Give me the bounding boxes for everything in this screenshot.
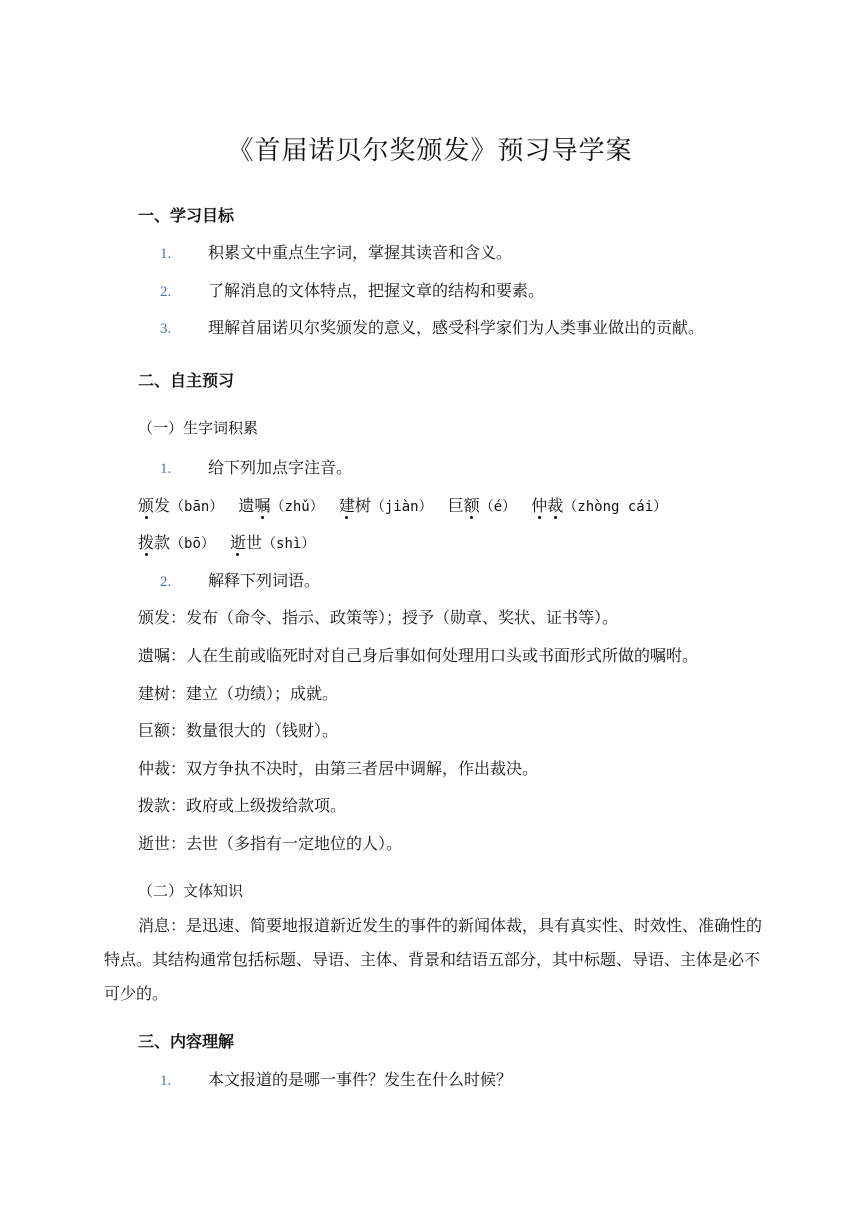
pinyin-item: 巨额（é）	[447, 496, 517, 515]
subsection-heading-genre: （二）文体知识	[138, 882, 244, 900]
list-number: 1.	[160, 246, 172, 262]
list-number: 2.	[160, 574, 172, 590]
goal-text: 积累文中重点生字词，掌握其读音和含义。	[208, 243, 513, 262]
section-heading-goals: 一、学习目标	[138, 206, 235, 225]
goal-text: 理解首届诺贝尔奖颁发的意义，感受科学家们为人类事业做出的贡献。	[208, 318, 705, 337]
question-text: 本文报道的是哪一事件？发生在什么时候？	[208, 1070, 513, 1089]
definition-line: 仲裁：双方争执不决时，由第三者居中调解，作出裁决。	[138, 759, 539, 778]
section-heading-preview: 二、自主预习	[138, 371, 235, 390]
comprehension-item-1	[160, 1067, 512, 1090]
pinyin-item: 仲裁（zhòng cái）	[531, 496, 668, 515]
question-text: 给下列加点字注音。	[208, 458, 353, 477]
definition-line: 建树：建立（功绩）；成就。	[138, 684, 339, 703]
genre-paragraph: 消息：是迅速、简要地报道新近发生的事件的新闻体裁，具有真实性、时效性、准确性的特点。其结构通常包括标题、导语、主体、背景和结语五部分，其中标题、导语、主体是必不可少的。	[104, 916, 763, 1003]
pinyin-item: 遗嘱（zhǔ）	[238, 496, 324, 515]
goal-item-2	[160, 278, 544, 301]
list-number: 2.	[160, 284, 172, 300]
pinyin-item: 逝世（shì）	[229, 533, 316, 552]
list-number: 1.	[160, 461, 172, 477]
document-title: 《首届诺贝尔奖颁发》预习导学案	[227, 136, 633, 166]
goal-item-3	[160, 315, 704, 338]
pinyin-row-2	[138, 530, 315, 553]
pinyin-item: 拨款（bō）	[138, 533, 215, 552]
pinyin-row-1	[138, 493, 667, 516]
pinyin-item: 建树（jiàn）	[338, 496, 433, 515]
definition-line: 颁发：发布（命令、指示、政策等）；授予（勋章、奖状、证书等）。	[138, 608, 619, 627]
list-number: 1.	[160, 1073, 172, 1089]
question-pinyin	[160, 455, 352, 478]
question-explain	[160, 568, 320, 591]
definition-line: 巨额：数量很大的（钱财）。	[138, 721, 339, 740]
section-heading-comprehension: 三、内容理解	[138, 1032, 235, 1051]
definition-line: 遗嘱：人在生前或临死时对自己身后事如何处理用口头或书面形式所做的嘱咐。	[138, 646, 699, 665]
list-number: 3.	[160, 321, 172, 337]
pinyin-item: 颁发（bān）	[138, 496, 224, 515]
definition-line: 逝世：去世（多指有一定地位的人）。	[138, 834, 403, 853]
question-text: 解释下列词语。	[208, 571, 321, 590]
goal-text: 了解消息的文体特点，把握文章的结构和要素。	[208, 281, 545, 300]
subsection-heading-vocab: （一）生字词积累	[138, 419, 259, 437]
definition-line: 拨款：政府或上级拨给款项。	[138, 796, 347, 815]
goal-item-1	[160, 240, 512, 263]
